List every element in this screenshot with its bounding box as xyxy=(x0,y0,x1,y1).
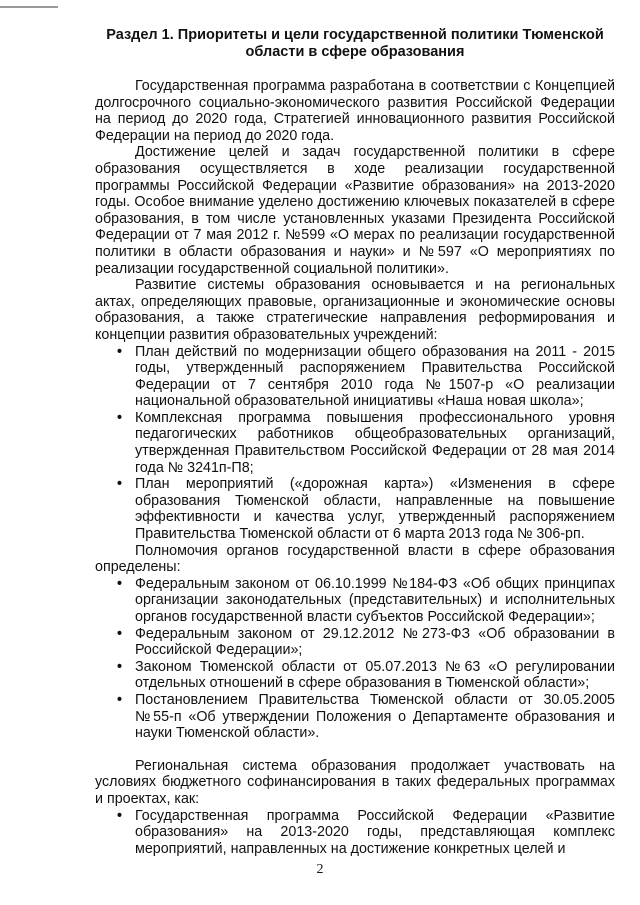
paragraph-concept: Государственная программа разработана в соответствии с Концепцией долгосрочного социально-экономического развития Российской Федерации на период до 2020 года, Стратегией инновационного развития Российской Федерации на период до 2020 года. xyxy=(95,78,615,144)
page-number: 2 xyxy=(316,862,324,877)
section-title: Раздел 1. Приоритеты и цели государственной политики Тюменской области в сфере образования xyxy=(106,27,604,60)
paragraph-powers-intro: Полномочия органов государственной власти в сфере образования определены: xyxy=(95,542,615,576)
list-item: • План действий по модернизации общего образования на 2011 - 2015 годы, утвержденный распоряжением Правительства Российской Федерации от 7 сентября 2010 года №1507-р «О реализации национальной образовательной инициативы «Наша новая школа»; xyxy=(95,344,615,410)
paragraph-gap xyxy=(95,742,615,758)
list-item: • Законом Тюменской области от 05.07.2013 №63 «О регулировании отдельных отношений в сфере образования в Тюменской области»; xyxy=(95,659,615,692)
list-item: • Федеральным законом от 06.10.1999 №184-ФЗ «Об общих принципах организации законодательных (представительных) и исполнительных органов государственной власти субъектов Российской Федерации»; xyxy=(95,576,615,626)
powers-list xyxy=(95,576,615,742)
list-item: • План мероприятий («дорожная карта») «Изменения в сфере образования Тюменской области, направленные на повышение эффективности и качества услуг, утвержденный распоряжением Правительства Тюменской области от 6 марта 2013 года № 306-рп. xyxy=(95,476,615,542)
paragraph-state-policy: Достижение целей и задач государственной политики в сфере образования осуществляется в ходе реализации государственной программы Российской Федерации «Развитие образования» на 2013-2020 годы. Особое внимание уделено достижению ключевых показателей в сфере образования, в том числе установленных указами Президента Российской Федерации от 7 мая 2012 г. №599 «О мерах по реализации государственной политики в области образования и науки» и №597 «О мероприятиях по реализации государственной социальной политики». xyxy=(95,144,615,277)
document-body xyxy=(95,27,615,857)
scan-edge-mark xyxy=(0,6,58,8)
paragraph-regional-acts: Развитие системы образования основывается и на региональных актах, определяющих правовые, организационные и экономические основы образования, а также стратегические направления реформирования и концепции развития образовательных учреждений: xyxy=(95,277,615,343)
list-item: • Комплексная программа повышения профессионального уровня педагогических работников общеобразовательных организаций, утвержденная Правительством Российской Федерации от 28 мая 2014 года № 3241п-П8; xyxy=(95,410,615,476)
list-item: • Государственная программа Российской Федерации «Развитие образования» на 2013-2020 годы, представляющая комплекс мероприятий, направленных на достижение конкретных целей и xyxy=(95,808,615,858)
regional-acts-list xyxy=(95,344,615,543)
list-item: • Постановлением Правительства Тюменской области от 30.05.2005 №55-п «Об утверждении Положения о Департаменте образования и науки Тюменской области». xyxy=(95,692,615,742)
programs-list xyxy=(95,808,615,858)
list-item: • Федеральным законом от 29.12.2012 №273-ФЗ «Об образовании в Российской Федерации»; xyxy=(95,626,615,659)
paragraph-programs-intro: Региональная система образования продолжает участвовать на условиях бюджетного софинансирования в таких федеральных программах и проектах, как: xyxy=(95,757,615,807)
